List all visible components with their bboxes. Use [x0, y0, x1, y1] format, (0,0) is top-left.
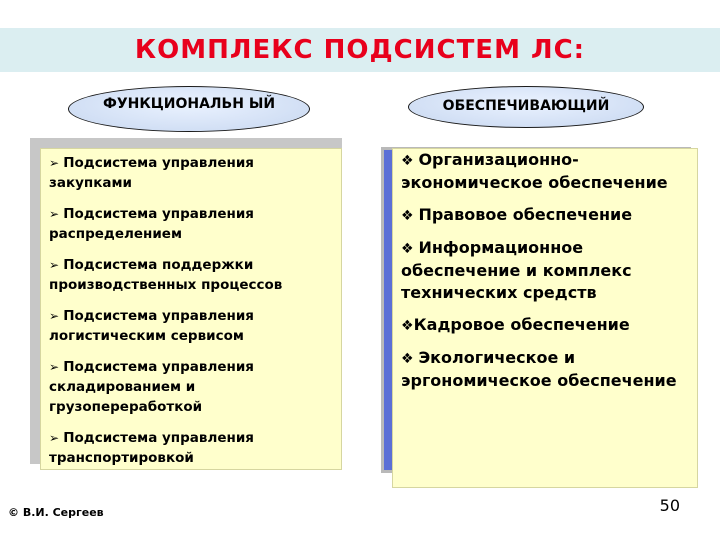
diamond-bullet-icon: ❖	[401, 318, 414, 334]
list-item: ❖ Информационное обеспечение и комплекс технических средств	[401, 238, 632, 302]
functional-oval: ФУНКЦИОНАЛЬН ЫЙ	[68, 86, 310, 132]
arrow-bullet-icon: ➢	[49, 207, 64, 221]
list-item: ➢ Подсистема поддержки производственных процессов	[49, 257, 283, 293]
list-item: ❖ Экологическое и эргономическое обеспечение	[401, 348, 677, 390]
slide-title: КОМПЛЕКС ПОДСИСТЕМ ЛС:	[134, 35, 586, 65]
arrow-bullet-icon: ➢	[49, 156, 64, 170]
list-item: ➢ Подсистема управления складированием и грузопереработкой	[49, 359, 254, 415]
supporting-oval: ОБЕСПЕЧИВАЮЩИЙ	[408, 86, 644, 128]
diamond-bullet-icon: ❖	[401, 241, 419, 257]
arrow-bullet-icon: ➢	[49, 431, 64, 445]
list-item: ❖ Правовое обеспечение	[401, 205, 633, 224]
arrow-bullet-icon: ➢	[49, 360, 64, 374]
list-item: ➢ Подсистема управления закупками	[49, 155, 254, 191]
list-item: ➢ Подсистема управления распределением	[49, 206, 254, 242]
functional-subsystems-panel	[40, 148, 342, 470]
copyright-footer: © В.И. Сергеев	[8, 506, 104, 519]
arrow-bullet-icon: ➢	[49, 258, 64, 272]
list-item: ➢ Подсистема управления транспортировкой	[49, 430, 254, 466]
supporting-subsystems-panel	[392, 148, 698, 488]
diamond-bullet-icon: ❖	[401, 208, 419, 224]
list-item: ➢ Подсистема управления логистическим сервисом	[49, 308, 254, 344]
diamond-bullet-icon: ❖	[401, 351, 419, 367]
arrow-bullet-icon: ➢	[49, 309, 64, 323]
list-item: ❖Кадровое обеспечение	[401, 315, 630, 334]
page-number: 50	[659, 496, 680, 515]
list-item: ❖ Организационно-экономическое обеспечение	[401, 150, 668, 192]
right-panel-accent-strip	[384, 150, 392, 470]
diamond-bullet-icon: ❖	[401, 153, 419, 169]
